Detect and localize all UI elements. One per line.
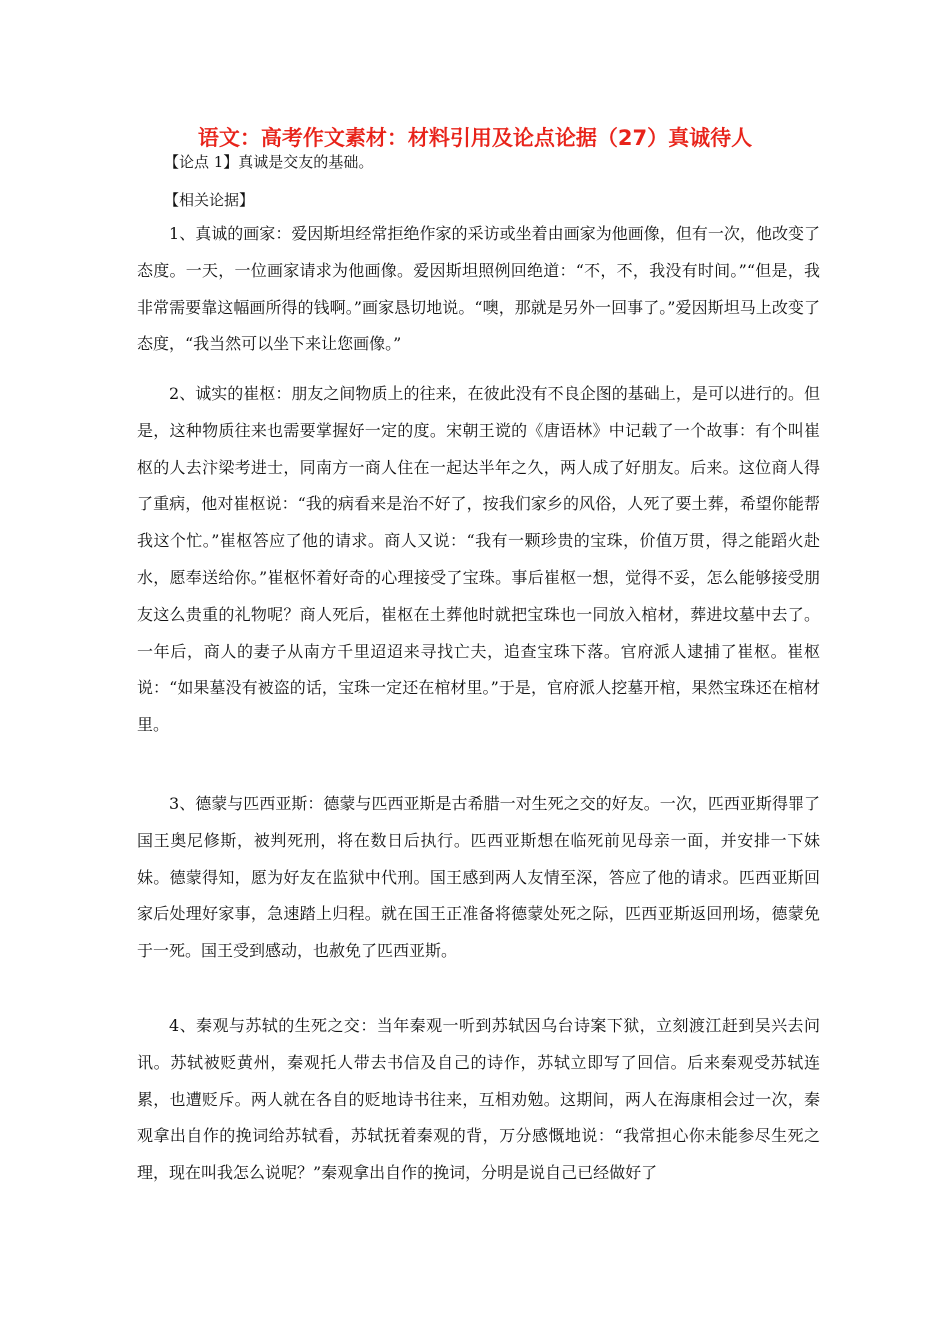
evidence-heading: 【相关论据】 bbox=[164, 191, 255, 209]
argument-heading: 【论点 1】真诚是交友的基础。 bbox=[164, 153, 374, 171]
document-title: 语文：高考作文素材：材料引用及论点论据（27）真诚待人 bbox=[197, 126, 753, 150]
paragraph-einstein: 1、真诚的画家：爱因斯坦经常拒绝作家的采访或坐着由画家为他画像，但有一次，他改变了态度。一天，一位画家请求为他画像。爱因斯坦照例回绝道：“不，不，我没有时间。”“但是，我非常需要靠这幅画所得的钱啊。”画家恳切地说。“噢，那就是另外一回事了。”爱因斯坦马上改变了态度，“我当然可以坐下来让您画像。” bbox=[137, 224, 820, 354]
paragraph-damon-pythias: 3、德蒙与匹西亚斯：德蒙与匹西亚斯是古希腊一对生死之交的好友。一次，匹西亚斯得罪了国王奥尼修斯，被判死刑，将在数日后执行。匹西亚斯想在临死前见母亲一面，并安排一下妹妹。德蒙得知，愿为好友在监狱中代刑。国王感到两人友情至深，答应了他的请求。匹西亚斯回家后处理好家事，急速踏上归程。就在国王正准备将德蒙处死之际，匹西亚斯返回刑场，德蒙免于一死。国王受到感动，也赦免了匹西亚斯。 bbox=[137, 794, 820, 961]
paragraph-cui-shu: 2、诚实的崔枢：朋友之间物质上的往来，在彼此没有不良企图的基础上，是可以进行的。但是，这种物质往来也需要掌握好一定的度。宋朝王谠的《唐语林》中记载了一个故事：有个叫崔枢的人去汴梁考进士，同南方一商人住在一起达半年之久，两人成了好朋友。后来。这位商人得了重病，他对崔枢说：“我的病看来是治不好了，按我们家乡的风俗，人死了要土葬，希望你能帮我这个忙。”崔枢答应了他的请求。商人又说：“我有一颗珍贵的宝珠，价值万贯，得之能蹈火赴水，愿奉送给你。”崔枢怀着好奇的心理接受了宝珠。事后崔枢一想，觉得不妥，怎么能够接受朋友这么贵重的礼物呢？商人死后，崔枢在土葬他时就把宝珠也一同放入棺材，葬进坟墓中去了。一年后，商人的妻子从南方千里迢迢来寻找亡夫，追查宝珠下落。官府派人逮捕了崔枢。崔枢说：“如果墓没有被盗的话，宝珠一定还在棺材里。”于是，官府派人挖墓开棺，果然宝珠还在棺材里。 bbox=[137, 384, 820, 735]
paragraph-qin-guan-su-shi: 4、秦观与苏轼的生死之交：当年秦观一听到苏轼因乌台诗案下狱，立刻渡江赶到吴兴去问讯。苏轼被贬黄州，秦观托人带去书信及自己的诗作，苏轼立即写了回信。后来秦观受苏轼连累，也遭贬斥。两人就在各自的贬地诗书往来，互相劝勉。这期间，两人在海康相会过一次，秦观拿出自作的挽词给苏轼看，苏轼抚着秦观的背，万分感慨地说：“我常担心你未能参尽生死之理，现在叫我怎么说呢？”秦观拿出自作的挽词，分明是说自己已经做好了 bbox=[137, 1016, 820, 1183]
